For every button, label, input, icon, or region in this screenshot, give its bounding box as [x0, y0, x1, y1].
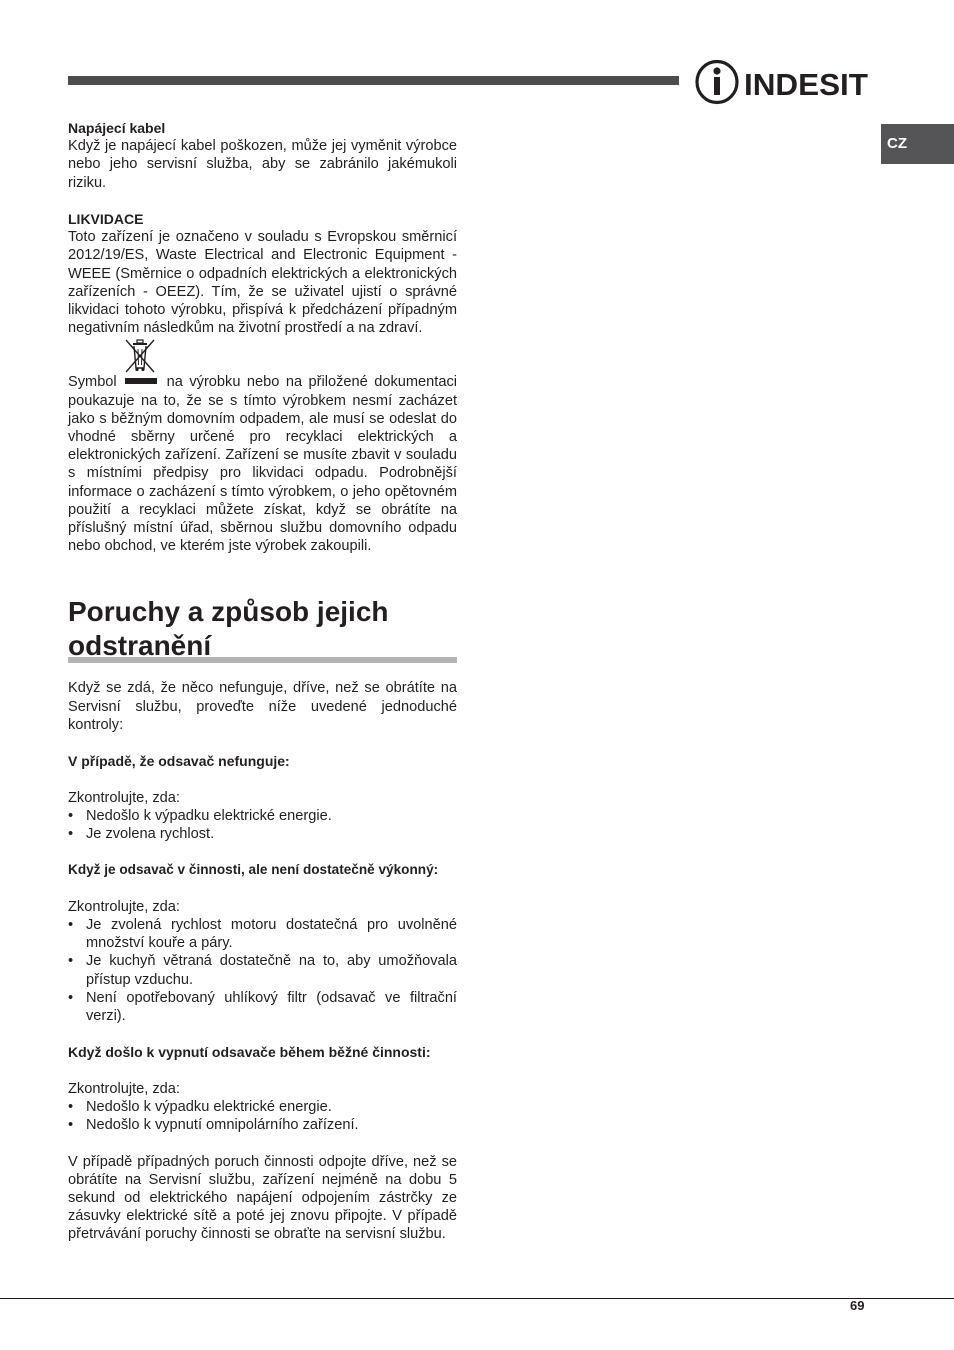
- list-item: • Není opotřebovaný uhlíkový filtr (odsavač ve filtrační verzi).: [68, 989, 457, 1025]
- indesit-logo: [694, 58, 870, 106]
- check-list: [68, 807, 457, 843]
- check-label: Zkontrolujte, zda:: [68, 1080, 180, 1097]
- list-item: • Je kuchyň větraná dostatečně na to, aby umožňovala přístup vzduchu.: [68, 952, 457, 988]
- check-label: Zkontrolujte, zda:: [68, 789, 180, 806]
- header-bar: [68, 76, 679, 85]
- content-column: [68, 119, 457, 1244]
- troubleshooting-intro: Když se zdá, že něco nefunguje, dříve, než se obrátíte na Servisní službu, proveďte níže uvedené jednoduché kontroly:: [68, 680, 457, 733]
- weee-symbol-area: [68, 337, 457, 373]
- footer-rule: [0, 1298, 954, 1299]
- list-item: • Je zvolena rychlost.: [68, 825, 457, 843]
- disposal-text: Toto zařízení je označeno v souladu s Evropskou směrnicí 2012/19/ES, Waste Electrical and Electronic Equipment - WEEE (Směrnice o odpadních elektrických a elektronických zařízeních - OEEZ). Tím, že se uživatel ujistí o správné likvidaci tohoto výrobku, přispívá k předcházení případným negativním následkům na životní prostředí a na zdraví.: [68, 229, 457, 337]
- list-item: • Nedošlo k výpadku elektrické energie.: [68, 1098, 457, 1116]
- symbol-prefix: Symbol: [68, 374, 117, 391]
- page-number: 69: [850, 1298, 865, 1313]
- svg-text:INDESIT: INDESIT: [744, 67, 869, 102]
- troubleshooting-closing: V případě případných poruch činnosti odpojte dříve, než se obrátíte na Servisní službu, zařízení nejméně na dobu 5 sekund od elektrického napájení odpojením zástrčky ze zásuvky elektrické sítě a poté jej znovu připojte. V případě přetrvávání poruchy činnosti se obraťte na servisní službu.: [68, 1153, 457, 1243]
- check-list: [68, 1098, 457, 1134]
- list-item: • Je zvolená rychlost motoru dostatečná pro uvolněné množství kouře a páry.: [68, 916, 457, 952]
- symbol-paragraph: [68, 373, 457, 555]
- check-list: [68, 916, 457, 1025]
- case-heading: V případě, že odsavač nefunguje:: [68, 753, 290, 770]
- power-cable-text: Když je napájecí kabel poškozen, může jej vyměnit výrobce nebo jeho servisní služba, aby se zabránilo jakémukoli riziku.: [68, 138, 457, 191]
- troubleshooting-title: Poruchy a způsob jejich odstranění: [68, 596, 389, 662]
- crossed-bin-icon: [122, 337, 158, 373]
- symbol-text: na výrobku nebo na přiložené dokumentaci poukazuje na to, že se s tímto výrobkem nesmí zacházet jako s běžným domovním odpadem, ale musí se odeslat do vhodné sběrny určené pro recyklaci elektrických a elektronických zařízení. Zařízení se musíte zbavit v souladu s místními předpisy pro likvidaci odpadu. Podrobnější informace o zacházení s tímto výrobkem, o jeho opětovném použití a recyklaci můžete získat, když se obrátíte na příslušný místní úřad, sběrnou službu domovního odpadu nebo obchod, ve kterém jste výrobek zakoupili.: [68, 374, 457, 555]
- case-heading: Když je odsavač v činnosti, ale není dostatečně výkonný:: [68, 862, 439, 878]
- list-item: • Nedošlo k vypnutí omnipolárního zařízení.: [68, 1116, 457, 1134]
- list-item: • Nedošlo k výpadku elektrické energie.: [68, 807, 457, 825]
- case-heading: Když došlo k vypnutí odsavače během běžné činnosti:: [68, 1044, 431, 1061]
- disposal-heading: LIKVIDACE: [68, 211, 144, 227]
- check-label: Zkontrolujte, zda:: [68, 898, 180, 915]
- language-tab: CZ: [881, 124, 954, 164]
- symbol-bar-icon: [125, 378, 157, 384]
- power-cable-heading: Napájecí kabel: [68, 120, 166, 136]
